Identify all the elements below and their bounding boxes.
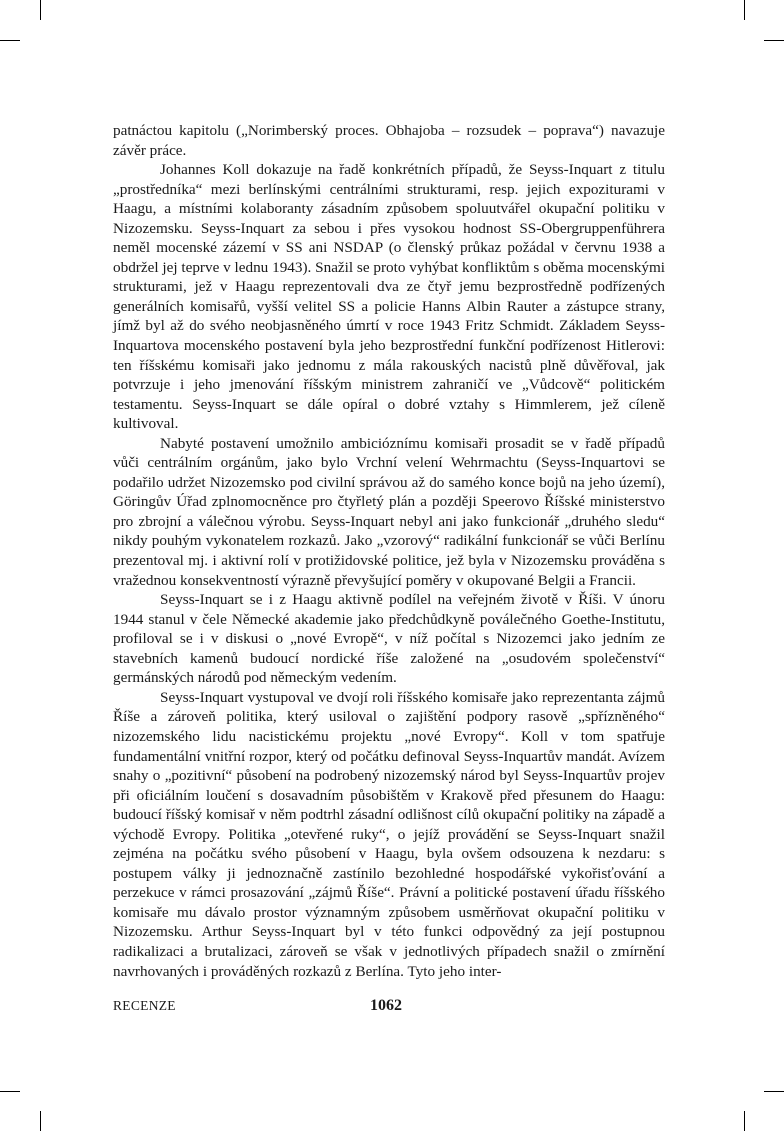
crop-mark-right-bottom: [764, 1091, 784, 1092]
paragraph: patnáctou kapitolu („Norimberský proces. Obhajoba – rozsudek – poprava“) navazuje závěr práce.: [113, 122, 665, 159]
paragraph: Seyss-Inquart vystupoval ve dvojí roli říšského komisaře jako reprezentanta zájmů Říše a zároveň politika, který usiloval o zajištění podpory rasově „spřízněného“ nizozemského lidu nacistickému projektu „nové Evropy“. Koll v tom spatřuje fundamentální vnitřní rozpor, který od počátku definoval Seyss-Inquartův mandát. Avízem snahy o „pozitivní“ působení na podrobený nizozemský národ byl Seyss-Inquartův projev při oficiálním loučení s dosavadním působištěm v Krakově před přesunem do Haagu: budoucí říšský komisař v něm podtrhl zásadní odlišnost cílů okupační politiky na západě a východě Evropy. Politika „otevřené ruky“, o jejíž provádění se Seyss-Inquart snažil zejména na počátku svého působení v Haagu, byla ovšem odsouzena k nezdaru: s postupem války ji jednoznačně zastínilo bezohledné hospodářské vykořisťování a perzekuce v rámci prosazování „zájmů Říše“. Právní a politické postavení úřadu říšského komisaře mu dávalo prostor významným způsobem usměrňovat okupační politiku v Nizozemsku. Arthur Seyss-Inquart byl v této funkci odpovědný za její postupnou radikalizaci a brutalizaci, zároveň se však v jednotlivých případech snažil o zmírnění navrhovaných i prováděných rozkazů z Berlína. Tyto jeho inter-: [113, 688, 665, 980]
paragraph: Johannes Koll dokazuje na řadě konkrétních případů, že Seyss-Inquart z titulu „prostředníka“ mezi berlínskými centrálními strukturami, resp. jejich expoziturami v Haagu, a místními kolaboranty zásadním způsobem spoluutvářel okupační politiku v Nizozemsku. Seyss-Inquart za sebou i přes vysokou hodnost SS-Obergruppenführera neměl mocenské zázemí v SS ani NSDAP (o členský průkaz požádal v červnu 1938 a obdržel jej teprve v lednu 1943). Snažil se proto vyhýbat konfliktům s oběma mocenskými strukturami, jež v Haagu reprezentovali dva ze čtyř jemu bezprostředně podřízených generálních komisařů, vyšší velitel SS a policie Hanns Albin Rauter a zástupce strany, jímž byl až do svého neobjasněného úmrtí v roce 1943 Fritz Schmidt. Základem Seyss-Inquartova mocenského postavení byla jeho bezprostřední funkční podřízenost Hitlerovi: ten říšskému komisaři jako jednomu z mála rakouských nacistů plně důvěřoval, jak potvrzuje i jeho jmenování říšským ministrem zahraničí ve „Vůdcově“ politickém testamentu. Seyss-Inquart se dále opíral o dobré vztahy s Himmlerem, jež cíleně kultivoval.: [113, 161, 665, 433]
crop-mark-left-bottom: [0, 1091, 20, 1092]
crop-mark-left-top: [0, 40, 20, 41]
crop-mark-right-top: [764, 40, 784, 41]
crop-mark-top-right: [744, 0, 745, 20]
page-number: 1062: [370, 997, 402, 1014]
crop-mark-bottom-right: [744, 1111, 745, 1131]
body-text: [113, 121, 665, 981]
paragraph: Nabyté postavení umožnilo ambicióznímu komisaři prosadit se v řadě případů vůči centrálním orgánům, jako bylo Vrchní velení Wehrmachtu (Seyss-Inquartovi se podařilo udržet Nizozemsko pod civilní správou až do samého konce bojů na jeho území), Göringův Úřad zplnomocněnce pro čtyřletý plán a později Speerovo Říšské ministerstvo pro zbrojní a válečnou výrobu. Seyss-Inquart nebyl ani jako funkcionář „druhého sledu“ nikdy pouhým vykonatelem rozkazů. Jako „vzorový“ radikální funkcionář se vůči Berlínu prezentoval mj. i aktivní rolí v protižidovské politice, jež byla v Nizozemsku prováděna s vražednou konsekventností výrazně převyšující poměry v okupované Belgii a Francii.: [113, 434, 665, 589]
paragraph: Seyss-Inquart se i z Haagu aktivně podílel na veřejném životě v Říši. V únoru 1944 stanul v čele Německé akademie jako předchůdkyně poválečného Goethe-Institutu, profiloval se i v diskusi o „nové Evropě“, v níž počítal s Nizozemci jako jedním ze stavebních kamenů budoucí nordické říše založené na „osudovém společenství“ germánských národů pod německým vedením.: [113, 591, 665, 687]
crop-mark-bottom-left: [40, 1111, 41, 1131]
crop-mark-top-left: [40, 0, 41, 20]
footer-section-label: RECENZE: [113, 998, 176, 1013]
